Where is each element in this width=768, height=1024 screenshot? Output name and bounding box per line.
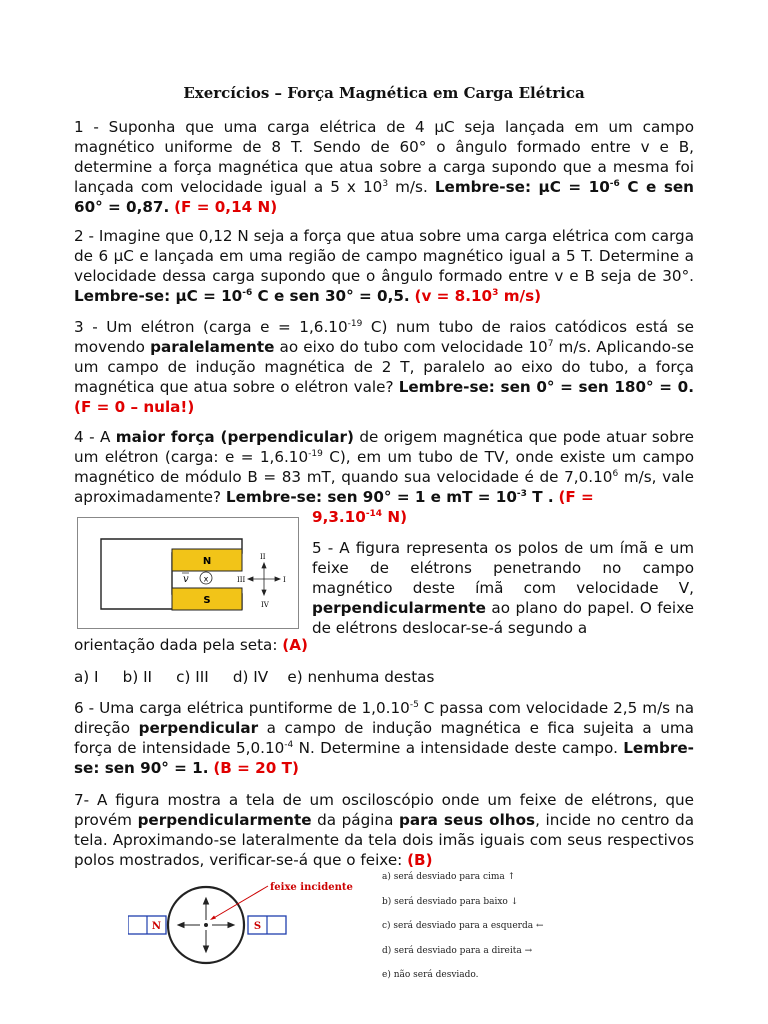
oscilloscope-figure [128, 870, 358, 1020]
north-pole-label: N [202, 556, 212, 567]
question-3-answer: (F = 0 – nula!) [74, 398, 195, 416]
question-7-answer: (B) [407, 851, 433, 869]
right-magnet-south-label: S [253, 921, 262, 932]
question-5: 5 - A figura representa os polos de um ímã e um feixe de elétrons penetrando no campo magnético deste ímã com velocidade V, perpendicularmente ao plano do papel. O feixe de elétrons deslocar-se-á segundo a [312, 539, 694, 637]
question-5-answer: (A) [282, 636, 308, 654]
question-4-hint: Lembre-se: sen 90° = 1 e mT = $10^{-3}$ T . [225, 488, 554, 506]
option-e: e) não será desviado. [382, 970, 479, 980]
question-4-answer-part-2: $9,3.10^{-14}$ N) [312, 508, 408, 526]
question-2-hint: Lembre-se: $\mu C = 10^{-6}$ C e sen 30° = 0,5. [74, 287, 410, 305]
question-2-answer: ($v = 8.10^3$ m/s) [414, 287, 542, 305]
question-5-options: a) I b) II c) III d) IV e) nenhuma destas [74, 668, 435, 686]
question-1-hint: Lembre-se: $\mu C = 10^{-6}$ C e sen 60° = 0,87. [74, 178, 694, 216]
question-2 [74, 226, 694, 306]
question-1: 1 - Suponha que uma carga elétrica de 4 μC seja lançada em um campo magnético uniforme de 8 T. Sendo de 60° o ângulo formado entre v e B, determine a força magnética que atua sobre a carga supondo que a mesma foi lançada com velocidade igual a 5 x $10^3$ m/s. Lembre-se: $\mu C = 10^{-6}$ C e sen 60° = 0,87. (F = 0,14 N) [74, 118, 694, 216]
question-6: 6 - Uma carga elétrica puntiforme de $1,0.10^{-5}$ C passa com velocidade 2,5 m/s na direção perpendicular a campo de indução magnética e fica sujeita a uma força de intensidade $5,0.10^{-4}$ N. Determine a intensidade deste campo. Lembre-se: sen 90° = 1. (B = 20 T) [74, 699, 694, 777]
direction-label-i: I [283, 576, 286, 584]
right-arrow-icon: → [524, 945, 533, 956]
question-6-text: 6 - Uma carga elétrica puntiforme de 1,0.10 [74, 699, 410, 717]
direction-label-ii: II [260, 553, 266, 561]
question-7: 7- A figura mostra a tela de um osciloscópio onde um feixe de elétrons, que provém perpendicularmente da página para seus olhos, incide no centro da tela. Aproximando-se lateralmente da tela dois imãs iguais com seus respectivos polos mostrados, verificar-se-á que o feixe: (B) [74, 791, 694, 869]
question-5-text: 5 - A figura representa os polos de um ímã e um feixe de elétrons penetrando no campo magnético deste ímã com velocidade V, [312, 539, 694, 597]
question-3: 3 - Um elétron (carga $e = 1,6.10^{-19}$ C) num tubo de raios catódicos está se movendo paralelamente ao eixo do tubo com velocidade $10^7$ m/s. Aplicando-se um campo de indução magnética de 2 T, paralelo ao eixo do tubo, a força magnética que atua sobre o elétron vale? Lembre-se: sen 0° = sen 180° = 0. (F = 0 – nula!) [74, 318, 695, 416]
question-4-answer-part-1: (F = [558, 488, 594, 506]
option-b: b) será desviado para baixo ↓ [382, 896, 519, 907]
question-1-answer: (F = 0,14 N) [174, 198, 278, 216]
question-3-hint: Lembre-se: sen 0° = sen 180° = 0. [398, 378, 695, 396]
beam-spot [204, 923, 208, 927]
option-c: c) será desviado para a esquerda ← [382, 921, 544, 931]
question-4-text: 4 - A [74, 428, 116, 446]
direction-label-iii: III [237, 576, 246, 584]
velocity-label: v [183, 574, 189, 585]
option-d: d) será desviado para a direita → [382, 945, 533, 956]
south-pole-label: S [203, 595, 211, 606]
question-3-text: 3 - Um elétron (carga e = 1,6.10 [74, 318, 348, 336]
question-1-text: 1 - Suponha que uma carga elétrica de 4 μC seja lançada em um campo magnético uniforme de 8 T. Sendo de 60° o ângulo formado entre v e B, determine a força magnética que atua sobre a carga supondo que a mesma foi lançada com velocidade igual a 5 x 10 [74, 118, 694, 196]
question-6-answer: (B = 20 T) [213, 759, 299, 777]
question-4: 4 - A maior força (perpendicular) de origem magnética que pode atuar sobre um elétron (carga: $e = 1,6.10^{-19}$ C), em um tubo de TV, onde existe um campo magnético de módulo B = 83 mT, quando sua velocidade é de 7,0.10$^6$ m/s, vale aproximadamente? Lembre-se: sen 90° = 1 e mT = $10^{-3}$ T . (F = [74, 428, 695, 506]
question-2-text: 2 - Imagine que 0,12 N seja a força que atua sobre uma carga elétrica com carga de 6 μC e lançada em uma região de campo magnético igual a 5 T. Determine a velocidade dessa carga supondo que o ângulo formado entre v e B seja de 30°. [74, 227, 694, 285]
option-a: a) será desviado para cima ↑ [382, 872, 516, 882]
question-5-continued: orientação dada pela seta: (A) [74, 636, 308, 654]
left-magnet-north-label: N [151, 921, 162, 932]
into-page-mark: x [203, 574, 209, 584]
page-title: Exercícios – Força Magnética em Carga Elétrica [183, 84, 585, 102]
magnet-figure [77, 517, 299, 629]
question-6-hint: Lembre-se: sen 90° = 1. [74, 739, 694, 777]
direction-label-iv: IV [261, 601, 269, 609]
down-arrow-icon: ↓ [510, 896, 519, 907]
question-7-options [382, 872, 582, 995]
left-arrow-icon: ← [535, 921, 544, 931]
up-arrow-icon: ↑ [507, 872, 516, 882]
question-7-text: 7- A figura mostra a tela de um osciloscópio onde um feixe de elétrons, que provém [74, 791, 694, 829]
incident-beam-label: feixe incidente [270, 882, 353, 893]
